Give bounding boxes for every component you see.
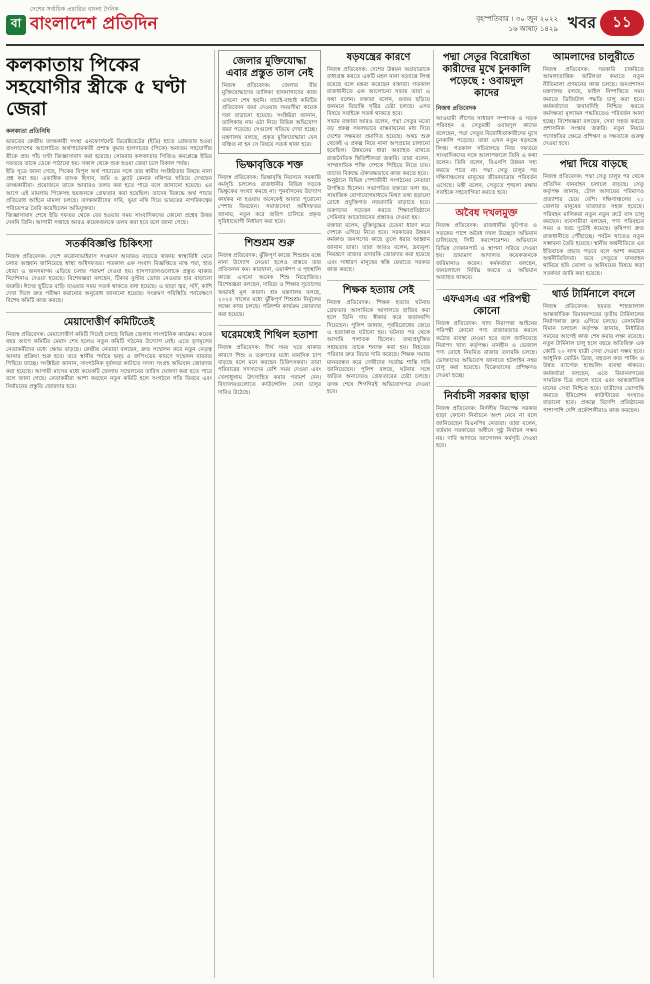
story-begging bbox=[218, 160, 321, 227]
divider bbox=[543, 154, 644, 155]
story-committee bbox=[6, 317, 212, 391]
story-body: নিজস্ব প্রতিবেদক: ঝুঁকিপূর্ণ কাজে শিশুশ্রম বন্ধে নানা উদ্যোগ নেওয়া হলেও বাস্তবে তার প্রতিফলন কম। কারখানা, ওয়ার্কশপ ও গৃহস্থালি কাজে এখনো অনেক শিশু নিয়োজিত। বিশেষজ্ঞরা বলছেন, দারিদ্র্য ও শিক্ষার সুযোগের অভাবই মূল কারণ। শ্রম মন্ত্রণালয় বলছে, ২০২৫ সালের মধ্যে ঝুঁকিপূর্ণ শিশুশ্রম নির্মূলের লক্ষ্যে কাজ চলছে। পরিদর্শন কার্যক্রম জোরদার করা হয়েছে। bbox=[218, 252, 321, 318]
column-3 bbox=[436, 50, 644, 978]
logo-mark-icon: বা bbox=[6, 15, 26, 35]
story-bureaucrats bbox=[543, 52, 644, 148]
story-conspiracy bbox=[327, 52, 430, 274]
column-2-left bbox=[218, 50, 321, 403]
story-eviction bbox=[436, 208, 537, 282]
story-headline: ষড়যন্ত্রের কারণে bbox=[346, 52, 411, 63]
story-body: নিজস্ব প্রতিবেদক: পদ্মা সেতু চালুর পর থেকে প্রতিদিন যানবাহন চলাচল বাড়ছে। সেতু কর্তৃপক্ষ জানায়, টোল আদায়ের পরিমাণও প্রত্যাশার চেয়ে বেশি। দক্ষিণাঞ্চলের ২১ জেলার মানুষের যাতায়াত সহজ হয়েছে। পরিবহন মালিকরা নতুন নতুন রুটে বাস চালু করছেন। ব্যবসায়ীরা বলছেন, পণ্য পরিবহনে সময় ও খরচ দুটোই কমেছে। কৃষিপণ্য দ্রুত রাজধানীতে পৌঁছাচ্ছে। পর্যটন খাতেও নতুন সম্ভাবনা তৈরি হয়েছে। স্থানীয় অর্থনীতিতে এর ইতিবাচক প্রভাব পড়বে বলে আশা করছেন অর্থনীতিবিদরা। তবে সেতুতে যানবাহন থামিয়ে ছবি তোলা ও অনিয়মের বিষয়ে কড়া সতর্কতা জারি করা হয়েছে। bbox=[543, 174, 644, 277]
story-headline: মেয়াদোত্তীর্ণ কমিটিতেই bbox=[63, 316, 155, 328]
story-body: নিজস্ব প্রতিবেদক: শিক্ষক হত্যার ঘটনায় গ্রেফতার আসামিকে আদালতে হাজির করা হলে তিনি দায় স্বীকার করে জবানবন্দি দিয়েছেন। পুলিশ জানায়, পূর্ববিরোধের জেরে এ হত্যাকাণ্ড ঘটানো হয়। ঘটনার পর থেকে আসামি পলাতক ছিলেন। তথ্যপ্রযুক্তির সহায়তায় তাকে শনাক্ত করা হয়। নিহতের পরিবার দ্রুত বিচার দাবি করেছে। শিক্ষক সমাজ মানববন্ধন করে দোষীদের সর্বোচ্চ শাস্তি দাবি জানিয়েছেন। পুলিশ বলছে, ঘটনার সঙ্গে জড়িত অন্যদেরও গ্রেফতারের চেষ্টা চলছে। তদন্ত শেষে শিগগিরই অভিযোগপত্র দেওয়া হবে। bbox=[327, 300, 430, 396]
column-3-right bbox=[543, 50, 644, 456]
story-body: নিজস্ব প্রতিবেদক: সরকারি চাকরিতে আমলাতান্ত্রিক জটিলতা কমাতে নতুন নীতিমালা প্রণয়নের কাজ চলছে। জনপ্রশাসন মন্ত্রণালয় বলছে, ফাইল নিষ্পত্তিতে সময় কমাতে ডিজিটাল পদ্ধতি চালু করা হবে। কর্মকর্তাদের জবাবদিহি নিশ্চিত করতে কর্মদক্ষতা মূল্যায়ন পদ্ধতিতেও পরিবর্তন আনা হচ্ছে। বিশেষজ্ঞরা বলছেন, সেবা সহজ করতে প্রশাসনিক সংস্কার জরুরি। নতুন নিয়মে পদোন্নতির ক্ষেত্রে প্রশিক্ষণ ও দক্ষতাকে গুরুত্ব দেওয়া হবে। bbox=[543, 67, 644, 148]
story-body: নিজস্ব প্রতিবেদক: দীর্ঘ সময় ঘরে থাকার কারণে শিশু ও তরুণদের মধ্যে মানসিক চাপ বাড়ছে বলে মনে করছেন চিকিৎসকরা। তারা পরিবারের সদস্যদের বেশি সময় দেওয়া এবং খেলাধুলায় উৎসাহিত করার পরামর্শ দেন। বিদ্যালয়গুলোতে কাউন্সেলিং সেবা চালুর দাবিও উঠেছে। bbox=[218, 345, 321, 396]
story-headline: পদ্মা দিয়ে বাড়ছে bbox=[559, 159, 628, 171]
story-padma-opponents bbox=[436, 52, 537, 197]
story-body: নিজস্ব প্রতিবেদক: রাজধানীর ফুটপাত ও সড়কের পাশে অবৈধ দখল উচ্ছেদে অভিযান চালিয়েছে সিটি করপোরেশন। অভিযানে বিভিন্ন দোকানপাট ও স্থাপনা সরিয়ে দেওয়া হয়। ভ্রাম্যমাণ আদালত কয়েকজনকে জরিমানাও করেন। কর্মকর্তারা বলছেন, জনচলাচল নির্বিঘ্ন করতে এ অভিযান অব্যাহত থাকবে। bbox=[436, 223, 537, 282]
divider bbox=[6, 312, 212, 313]
story-body-4: বক্তারা বলেন, মুক্তিযুদ্ধের চেতনা ধারণ করে দেশকে এগিয়ে নিতে হবে। সরকারের উন্নয়ন কর্মকাণ্ড জনগণের কাছে তুলে ধরার আহ্বান জানান তারা। তারা আরও বলেন, দ্রব্যমূল্য নিয়ন্ত্রণে বাজার তদারকি জোরদার করা হয়েছে এবং সাধারণ মানুষের স্বস্তি ফেরাতে সরকার কাজ করছে। bbox=[327, 222, 430, 273]
divider bbox=[218, 325, 321, 326]
date-gregorian: বৃহস্পতিবার । ৩০ জুন ২০২২ bbox=[476, 15, 558, 23]
story-election bbox=[436, 391, 537, 450]
story-body: নিজস্ব প্রতিবেদক: মেয়াদোত্তীর্ণ কমিটি দিয়েই চলছে বিভিন্ন জেলার সাংগঠনিক কার্যক্রম। কয়েক বছর আগে কমিটির মেয়াদ শেষ হলেও নতুন কমিটি গঠনের উদ্যোগ নেই। এতে তৃণমূলের নেতাকর্মীদের মধ্যে ক্ষোভ বাড়ছে। কেন্দ্রীয় নেতারা বলছেন, দ্রুত সম্মেলন করে নতুন নেতৃত্ব আনার প্রক্রিয়া শুরু হবে। তবে স্থানীয় পর্যায়ে দ্বন্দ্ব ও গ্রুপিংয়ের কারণে সম্মেলন বারবার পিছিয়ে যাচ্ছে। সংশ্লিষ্টরা জানান, সাংগঠনিক দুর্বলতা কাটাতে সদস্য সংগ্রহ অভিযান জোরদার করা হয়েছে। আগামী মাসের মধ্যে কয়েকটি জেলায় সম্মেলনের তারিখ ঘোষণা করা হতে পারে বলে জানা গেছে। নেতাকর্মীরা আশা করছেন নতুন কমিটি হলে সংগঠনে গতি ফিরবে এবং নির্বাচনের প্রস্তুতি জোরদার হবে। bbox=[6, 331, 212, 390]
story-headline: শিক্ষক হত্যায় সেই bbox=[342, 285, 415, 297]
lead-body-2: ইডি সূত্রে জানা গেছে, পিকের বিপুল অর্থ পাচারের সঙ্গে তার স্বামীর সংশ্লিষ্টতার বিষয়ে নানা প্রশ্ন করা হয়। একাধিক ব্যাংক হিসাব, জমি ও ফ্ল্যাট কেনার নথিপত্র খতিয়ে দেখছেন তদন্তকারীরা। প্রয়োজনে তাকে আবারও তলব করা হতে পারে বলে জানানো হয়েছে। এর আগে এই মামলায় পিকেসহ ছয়জনকে গ্রেফতার করা হয়েছিল। তাদের বিরুদ্ধে অর্থ পাচার প্রতিরোধ আইনে মামলা চলছে। তদন্তকারীদের দাবি, ভুয়া নথি দিয়ে ভারতের নাগরিকত্বের পরিচয়পত্র তৈরি করেছিলেন অভিযুক্তরা। bbox=[6, 168, 212, 212]
tagline: দেশের সর্বাধিক প্রচারিত বাংলা দৈনিক bbox=[30, 6, 119, 13]
date-bangla: ১৬ আষাঢ় ১৪২৯ bbox=[508, 25, 558, 33]
divider bbox=[436, 386, 537, 387]
column-2-split bbox=[218, 50, 430, 403]
story-body: নিজস্ব প্রতিবেদক: জেলার বীর মুক্তিযোদ্ধাদের তালিকা হালনাগাদের কাজ এখনো শেষ হয়নি। যাচাই-বাছাই কমিটির প্রতিবেদন জমা দেওয়ার সময়সীমা কয়েক দফা বাড়ানো হয়েছে। সংশ্লিষ্টরা জানান, তালিকায় নাম ওঠা নিয়ে বিভিন্ন অভিযোগ জমা পড়েছে। সেগুলো খতিয়ে দেখা হচ্ছে। মন্ত্রণালয় বলছে, প্রকৃত মুক্তিযোদ্ধারা যেন বঞ্চিত না হন সে বিষয়ে সতর্ক থাকা হবে। bbox=[222, 83, 317, 149]
story-frustration bbox=[218, 330, 321, 397]
lead-body-3: জিজ্ঞাসাবাদ শেষে ইডি দফতর থেকে বের হওয়ার সময় সাংবাদিকদের কোনো প্রশ্নের উত্তর দেননি তিনি। আগামী সপ্তাহে আরও কয়েকজনকে তলব করা হবে বলে জানা গেছে। bbox=[6, 213, 212, 227]
column-divider bbox=[214, 50, 215, 978]
divider bbox=[436, 203, 537, 204]
section-label: খবর bbox=[567, 12, 596, 32]
story-body-2: সভায় বক্তারা আরও বলেন, পদ্মা সেতুর মতো বড় প্রকল্প সফলভাবে বাস্তবায়নের মধ্য দিয়ে দেশের সক্ষমতা প্রমাণিত হয়েছে। অথচ শুরু থেকেই এ প্রকল্প নিয়ে নানা অপপ্রচার চালানো হয়েছিল। উন্নয়নের ধারা অব্যাহত রাখতে রাজনৈতিক স্থিতিশীলতা জরুরি। তারা বলেন, সাম্প্রদায়িক শক্তি দেশকে পিছিয়ে নিতে চায়। তাদের বিরুদ্ধে ঐক্যবদ্ধভাবে কাজ করতে হবে। bbox=[327, 118, 430, 177]
story-body-3: অনুষ্ঠানে বিভিন্ন পেশাজীবী সংগঠনের নেতারা উপস্থিত ছিলেন। সভাপতির বক্তব্যে বলা হয়, সামাজিক যোগাযোগমাধ্যমে মিথ্যা তথ্য ছড়ানো রোধে প্রযুক্তিগত নজরদারি বাড়াতে হবে। তরুণদের সচেতন করতে শিক্ষাপ্রতিষ্ঠানে সেমিনার আয়োজনের প্রস্তাবও দেওয়া হয়। bbox=[327, 178, 430, 222]
story-headline: থার্ড টার্মিনালে বদলে bbox=[551, 289, 636, 301]
column-1 bbox=[6, 50, 212, 978]
story-body: নিজস্ব প্রতিবেদক: ভিক্ষাবৃত্তি নিরসনে সরকারি কর্মসূচি চললেও রাজধানীর বিভিন্ন সড়কে ভিক্ষুকের সংখ্যা কমছে না। পুনর্বাসনের উদ্যোগ কার্যকর না হওয়ায় অনেকেই আবার পুরোনো পেশায় ফিরছেন। সমাজসেবা অধিদফতর জানায়, নতুন করে জরিপ চালিয়ে প্রকৃত সুবিধাভোগী নির্ধারণ করা হবে। bbox=[218, 174, 321, 226]
logo-text: বাংলাদেশ প্রতিদিন bbox=[30, 14, 158, 34]
story-headline: অবৈধ দখলমুক্ত bbox=[455, 208, 518, 220]
column-2-right bbox=[327, 50, 430, 403]
story-body: আওয়ামী লীগের সাধারণ সম্পাদক ও সড়ক পরিবহন ও সেতুমন্ত্রী ওবায়দুল কাদের বলেছেন, পদ্মা সেতুর বিরোধিতাকারীদের মুখে চুনকালি পড়েছে। তারা এখন নতুন ষড়যন্ত্রে লিপ্ত। গতকাল সচিবালয়ে নিজ দফতরে সাংবাদিকদের সঙ্গে আলাপকালে তিনি এ কথা বলেন। তিনি বলেন, বিএনপি উন্নয়ন সহ্য করতে পারে না। পদ্মা সেতু চালুর পর দক্ষিণাঞ্চলের মানুষের জীবনযাত্রায় পরিবর্তন এসেছে। মন্ত্রী বলেন, সেতুতে শৃঙ্খলা রক্ষায় সবাইকে সহযোগিতা করতে হবে। bbox=[436, 116, 537, 197]
story-health bbox=[6, 239, 212, 306]
column-divider bbox=[433, 50, 434, 978]
column-3-split bbox=[436, 50, 644, 456]
story-teacher-murder bbox=[327, 285, 430, 396]
story-child-labour bbox=[218, 238, 321, 320]
story-headline: পদ্মা সেতুর বিরোধিতা কারীদের মুখে চুনকালি পড়েছে : ওবায়দুল কাদের bbox=[442, 52, 531, 99]
story-headline: সতর্কবিজ্ঞপ্তি চিকিৎসা bbox=[65, 238, 153, 250]
story-headline: ঘরেমধ্যেই শিথিল হতাশা bbox=[221, 330, 318, 342]
date-block bbox=[476, 14, 558, 34]
story-body: নিজস্ব প্রতিবেদক: নির্দলীয় নিরপেক্ষ সরকার ছাড়া কোনো নির্বাচনে অংশ নেবে না বলে জানিয়েছেন বিএনপির নেতারা। তারা বলেন, বর্তমান সরকারের অধীনে সুষ্ঠু নির্বাচন সম্ভব নয়। দাবি আদায়ে আন্দোলন কর্মসূচি দেওয়া হবে। bbox=[436, 405, 537, 449]
story-food-safety bbox=[436, 294, 537, 380]
lead-headline: কলকাতায় পিকের সহযোগীর স্ত্রীকে ৫ ঘণ্টা জেরা bbox=[6, 54, 186, 120]
story-body: নিজস্ব প্রতিবেদক: হযরত শাহজালাল আন্তর্জাতিক বিমানবন্দরের তৃতীয় টার্মিনালের নির্মাণকাজ দ্রুত এগিয়ে চলছে। বেসামরিক বিমান চলাচল কর্তৃপক্ষ জানায়, নির্ধারিত সময়ের আগেই কাজ শেষ করার লক্ষ্য রয়েছে। নতুন টার্মিনাল চালু হলে বছরে অতিরিক্ত এক কোটি ২০ লাখ যাত্রী সেবা দেওয়া সম্ভব হবে। আধুনিক বোর্ডিং ব্রিজ, বহুতল কার পার্কিং ও উন্নত ব্যাগেজ হ্যান্ডলিং ব্যবস্থা থাকবে। কর্মকর্তারা বলছেন, এতে বিমানবন্দরের সামগ্রিক চিত্র বদলে যাবে এবং আন্তর্জাতিক মানের সেবা নিশ্চিত হবে। যাত্রীদের ভোগান্তি কমাতে ইমিগ্রেশন কাউন্টারের সংখ্যাও বাড়ানো হবে। প্রকল্পে বিদেশি প্রতিষ্ঠানের পাশাপাশি দেশি প্রকৌশলীরাও কাজ করছেন। bbox=[543, 304, 644, 414]
divider bbox=[436, 289, 537, 290]
divider bbox=[327, 280, 430, 281]
divider bbox=[543, 284, 644, 285]
lead-body-1: ভারতের কেন্দ্রীয় তদন্তকারী সংস্থা এনফোর্সমেন্ট ডিরেক্টরেটের (ইডি) হাতে গ্রেফতার হওয়া বাংলাদেশের আলোচিত অর্থপাচারকারী প্রশান্ত কুমার হালদারের (পিকে) অন্যতম সহযোগীর স্ত্রীকে প্রায় পাঁচ ঘণ্টা জিজ্ঞাসাবাদ করা হয়েছে। সোমবার কলকাতার সিজিও কমপ্লেক্সে ইডির দফতরে তাকে ডেকে পাঠানো হয়। সকাল থেকে শুরু হওয়া জেরা চলে বিকাল পর্যন্ত। bbox=[6, 139, 212, 168]
story-freedom-fighters bbox=[218, 50, 321, 154]
masthead-rule bbox=[6, 44, 644, 46]
story-headline: ভিক্ষাবৃত্তিকে শক্ত bbox=[235, 159, 304, 171]
lead-story bbox=[6, 54, 212, 228]
story-body-1: নিজস্ব প্রতিবেদক: দেশের উন্নয়ন অগ্রযাত্রাকে বাধাগ্রস্ত করতে একটি মহল নানা ষড়যন্ত্রে লিপ্ত রয়েছে বলে মন্তব্য করেছেন বক্তারা। গতকাল রাজধানীতে এক আলোচনা সভায় তারা এ কথা বলেন। বক্তারা বলেন, গুজব ছড়িয়ে জনমনে বিভ্রান্তি সৃষ্টির চেষ্টা চলছে। এসব বিষয়ে সবাইকে সতর্ক থাকতে হবে। bbox=[327, 67, 430, 118]
story-body: নিজস্ব প্রতিবেদক: দেশে করোনাভাইরাস সংক্রমণ আবারও বাড়তে থাকায় স্বাস্থ্যবিধি মেনে চলার আহ্বান জানিয়েছে স্বাস্থ্য অধিদফতর। গতকাল এক সংবাদ বিজ্ঞপ্তিতে মাস্ক পরা, হাত ধোয়া ও জনসমাগম এড়িয়ে চলার পরামর্শ দেওয়া হয়। হাসপাতালগুলোকে প্রস্তুত থাকার নির্দেশনাও দেওয়া হয়েছে। বিশেষজ্ঞরা বলছেন, টিকার বুস্টার ডোজ নেওয়ার হার বাড়ানো জরুরি। ঈদের ছুটিতে বাড়ি যাওয়ার সময় সতর্ক থাকতে বলা হয়েছে। এ ছাড়া জ্বর, সর্দি, কাশি দেখা দিলে দ্রুত পরীক্ষা করানোর অনুরোধ জানানো হয়েছে। সংক্রমণ পরিস্থিতি পর্যবেক্ষণে বিশেষ কমিটি কাজ করছে। bbox=[6, 253, 212, 305]
story-body: নিজস্ব প্রতিবেদক: খাদ্য নিরাপত্তা আইনের পরিপন্থী কোনো পণ্য বাজারজাত করলে কঠোর ব্যবস্থা নেওয়া হবে বলে জানিয়েছে নিরাপদ খাদ্য কর্তৃপক্ষ। মানহীন ও ভেজাল পণ্য রোধে নিয়মিত বাজার তদারকি চলছে। ভোক্তাদের অভিযোগ জানাতে হটলাইন নম্বর চালু করা হয়েছে। বিক্রেতাদের প্রশিক্ষণও দেওয়া হচ্ছে। bbox=[436, 320, 537, 379]
section-badge bbox=[568, 8, 644, 38]
story-padma-traffic bbox=[543, 159, 644, 278]
divider bbox=[6, 234, 212, 235]
divider bbox=[218, 233, 321, 234]
story-headline: নির্বাচনী সরকার ছাড়া bbox=[444, 390, 529, 402]
column-2 bbox=[218, 50, 430, 978]
column-3-left bbox=[436, 50, 537, 456]
story-headline: শিশুশ্রম শুরু bbox=[244, 237, 295, 249]
masthead bbox=[6, 8, 644, 42]
lead-byline: কলকাতা প্রতিনিধি bbox=[6, 128, 51, 135]
story-headline: আমলাদের চালুরীতে bbox=[552, 52, 635, 63]
story-headline: এফএসএ এর পরিপন্থী কোনো bbox=[442, 293, 531, 317]
story-headline: জেলার মুক্তিযোদ্ধা এবার প্রস্তুত তাল নেই bbox=[225, 56, 314, 79]
story-byline: নিজস্ব প্রতিবেদক bbox=[436, 105, 477, 112]
page-number: ১১ bbox=[600, 10, 644, 36]
story-third-terminal bbox=[543, 289, 644, 415]
